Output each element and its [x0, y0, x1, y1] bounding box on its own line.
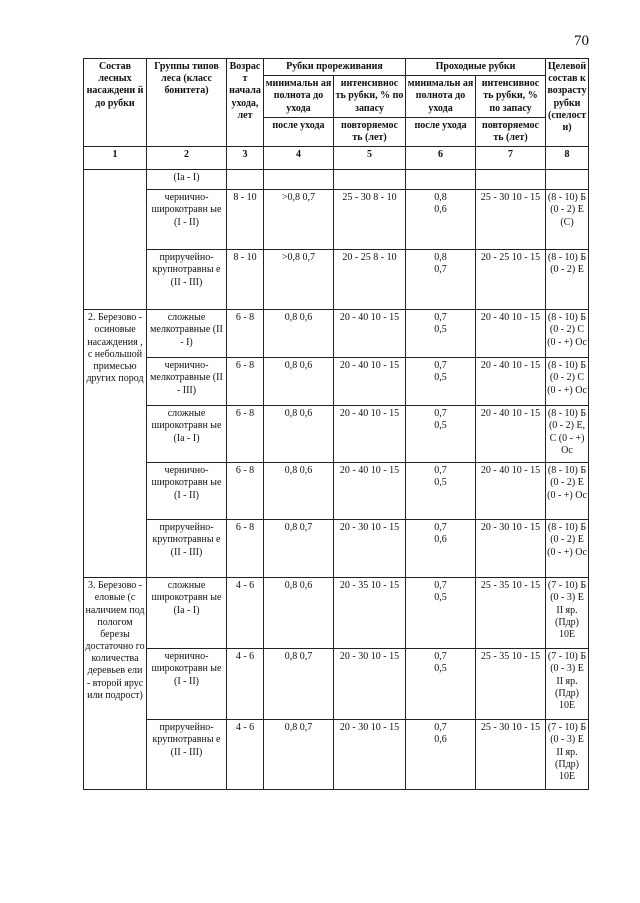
header-passage-cutting: Проходные рубки	[406, 59, 546, 76]
passage-density: 0,7 0,6	[406, 520, 476, 578]
passage-intensity: 20 - 40 10 - 15	[476, 406, 546, 463]
passage-intensity: 20 - 40 10 - 15	[476, 310, 546, 358]
header-thinning: Рубки прореживания	[264, 59, 406, 76]
column-number: 6	[406, 147, 476, 170]
target-composition: (8 - 10) Б (0 - 2) С (0 - +) Ос	[546, 358, 589, 406]
header-forest-types: Группы типов леса (класс бонитета)	[147, 59, 227, 147]
thinning-intensity: 20 - 40 10 - 15	[334, 310, 406, 358]
passage-density: 0,7 0,5	[406, 578, 476, 649]
page-number: 70	[574, 33, 589, 49]
passage-density: 0,7 0,5	[406, 358, 476, 406]
column-number: 1	[84, 147, 147, 170]
thinning-intensity: 20 - 25 8 - 10	[334, 250, 406, 310]
header-target-composition: Целевой состав к возрасту рубки (спелост и)	[546, 59, 589, 147]
passage-intensity: 20 - 30 10 - 15	[476, 520, 546, 578]
target-composition: (8 - 10) Б (0 - 2) Е	[546, 250, 589, 310]
passage-density: 0,8 0,7	[406, 250, 476, 310]
column-number: 2	[147, 147, 227, 170]
passage-intensity: 25 - 30 10 - 15	[476, 190, 546, 250]
header-intensity-1: интенсивнос ть рубки, % по запасу	[334, 76, 406, 118]
thinning-intensity: 25 - 30 8 - 10	[334, 190, 406, 250]
start-age	[227, 170, 264, 190]
forest-type: чернично-широкотравн ые (I - II)	[147, 649, 227, 720]
column-number: 8	[546, 147, 589, 170]
header-after-care-2: после ухода	[406, 117, 476, 146]
target-composition: (8 - 10) Б (0 - 2) С (0 - +) Ос	[546, 310, 589, 358]
thinning-intensity: 20 - 40 10 - 15	[334, 358, 406, 406]
target-composition	[546, 170, 589, 190]
passage-density: 0,7 0,5	[406, 406, 476, 463]
header-start-age: Возрас т начала ухода, лет	[227, 59, 264, 147]
thinning-intensity: 20 - 30 10 - 15	[334, 649, 406, 720]
passage-intensity: 20 - 40 10 - 15	[476, 358, 546, 406]
header-repeat-2: повторяемос ть (лет)	[476, 117, 546, 146]
thinning-density: 0,8 0,6	[264, 358, 334, 406]
header-min-density-1: минимальн ая полнота до ухода	[264, 76, 334, 118]
passage-density: 0,7 0,6	[406, 720, 476, 790]
passage-density: 0,8 0,6	[406, 190, 476, 250]
thinning-density: 0,8 0,6	[264, 463, 334, 520]
forest-type: чернично-мелкотравные (II - III)	[147, 358, 227, 406]
forest-type: сложные широкотравн ые (Ia - I)	[147, 406, 227, 463]
start-age: 8 - 10	[227, 190, 264, 250]
start-age: 4 - 6	[227, 578, 264, 649]
passage-intensity: 25 - 35 10 - 15	[476, 578, 546, 649]
thinning-intensity: 20 - 40 10 - 15	[334, 463, 406, 520]
thinning-intensity: 20 - 30 10 - 15	[334, 520, 406, 578]
passage-density: 0,7 0,5	[406, 310, 476, 358]
start-age: 4 - 6	[227, 720, 264, 790]
header-composition: Состав лесных насаждени й до рубки	[84, 59, 147, 147]
forest-type: сложные широкотравн ые (Ia - I)	[147, 578, 227, 649]
start-age: 6 - 8	[227, 310, 264, 358]
target-composition: (7 - 10) Б (0 - 3) Е II яр. (Пдр) 10Е	[546, 578, 589, 649]
forest-care-table	[83, 58, 589, 790]
forest-type: приручейно-крупнотравны е (II - III)	[147, 720, 227, 790]
passage-density: 0,7 0,5	[406, 463, 476, 520]
passage-intensity: 20 - 25 10 - 15	[476, 250, 546, 310]
thinning-intensity	[334, 170, 406, 190]
column-number: 4	[264, 147, 334, 170]
forest-type: приручейно-крупнотравны е (II - III)	[147, 250, 227, 310]
passage-density: 0,7 0,5	[406, 649, 476, 720]
target-composition: (8 - 10) Б (0 - 2) Е, С (0 - +) Ос	[546, 406, 589, 463]
header-repeat-1: повторяемос ть (лет)	[334, 117, 406, 146]
header-intensity-2: интенсивнос ть рубки, % по запасу	[476, 76, 546, 118]
start-age: 4 - 6	[227, 649, 264, 720]
passage-intensity: 25 - 30 10 - 15	[476, 720, 546, 790]
thinning-density	[264, 170, 334, 190]
passage-intensity	[476, 170, 546, 190]
start-age: 8 - 10	[227, 250, 264, 310]
thinning-density: 0,8 0,7	[264, 649, 334, 720]
column-number: 3	[227, 147, 264, 170]
forest-type: чернично-широкотравн ые (I - II)	[147, 463, 227, 520]
thinning-intensity: 20 - 35 10 - 15	[334, 578, 406, 649]
forest-type: чернично-широкотравн ые (I - II)	[147, 190, 227, 250]
thinning-density: 0,8 0,7	[264, 520, 334, 578]
thinning-density: 0,8 0,6	[264, 578, 334, 649]
passage-density	[406, 170, 476, 190]
target-composition: (8 - 10) Б (0 - 2) Е (0 - +) Ос	[546, 520, 589, 578]
thinning-density: 0,8 0,7	[264, 720, 334, 790]
forest-type: (Ia - I)	[147, 170, 227, 190]
group-cell: 3. Березово - еловые (с наличием под пологом березы достаточно го количества деревьев ели - второй ярус или подрост)	[84, 578, 147, 790]
target-composition: (8 - 10) Б (0 - 2) Е (С)	[546, 190, 589, 250]
thinning-density: >0,8 0,7	[264, 250, 334, 310]
passage-intensity: 25 - 35 10 - 15	[476, 649, 546, 720]
column-number: 7	[476, 147, 546, 170]
start-age: 6 - 8	[227, 463, 264, 520]
start-age: 6 - 8	[227, 358, 264, 406]
target-composition: (7 - 10) Б (0 - 3) Е II яр. (Пдр) 10Е	[546, 649, 589, 720]
thinning-density: 0,8 0,6	[264, 406, 334, 463]
target-composition: (8 - 10) Б (0 - 2) Е (0 - +) Ос	[546, 463, 589, 520]
thinning-density: >0,8 0,7	[264, 190, 334, 250]
group-cell: 2. Березово - осиновые насаждения , с небольшой примесью других пород	[84, 310, 147, 578]
group-cell	[84, 170, 147, 310]
thinning-intensity: 20 - 40 10 - 15	[334, 406, 406, 463]
target-composition: (7 - 10) Б (0 - 3) Е II яр. (Пдр) 10Е	[546, 720, 589, 790]
column-number: 5	[334, 147, 406, 170]
forest-type: сложные мелкотравные (II - I)	[147, 310, 227, 358]
start-age: 6 - 8	[227, 406, 264, 463]
header-min-density-2: минимальн ая полнота до ухода	[406, 76, 476, 118]
header-after-care-1: после ухода	[264, 117, 334, 146]
forest-type: приручейно-крупнотравны е (II - III)	[147, 520, 227, 578]
start-age: 6 - 8	[227, 520, 264, 578]
thinning-density: 0,8 0,6	[264, 310, 334, 358]
thinning-intensity: 20 - 30 10 - 15	[334, 720, 406, 790]
passage-intensity: 20 - 40 10 - 15	[476, 463, 546, 520]
